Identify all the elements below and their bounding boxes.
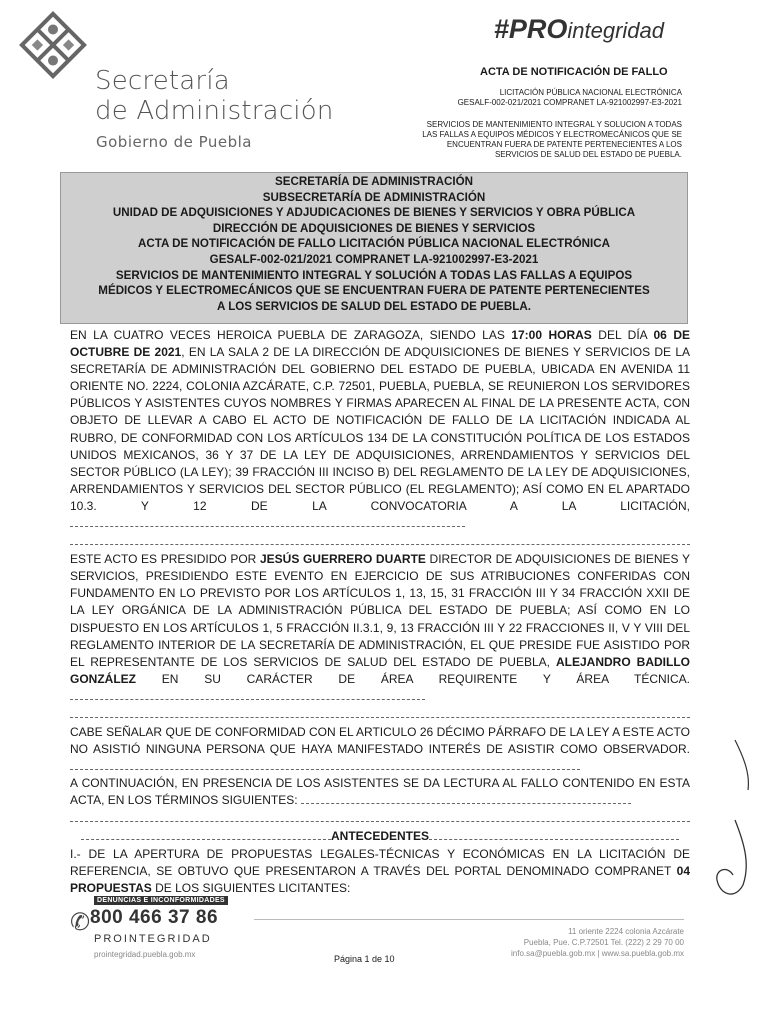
- paragraph-presidio: [70, 551, 690, 705]
- p5-text: DE LOS SIGUIENTES LICITANTES:: [151, 880, 351, 895]
- prointegridad-logo: [494, 14, 664, 45]
- p1-hour: 17:00 HORAS: [511, 328, 592, 342]
- servicios-line4: SERVICIOS DE SALUD DEL ESTADO DE PUEBLA.: [494, 150, 682, 159]
- servicios-line1: SERVICIOS DE MANTENIMIENTO INTEGRAL Y SOLUCION A TODAS: [426, 120, 682, 129]
- servicios-line3: ENCUENTRAN FUERA DE PATENTE PERTENECIENTES A LOS: [446, 140, 682, 149]
- p2-text: ESTE ACTO ES PRESIDIDO POR: [70, 552, 260, 567]
- address-line: 11 oriente 2224 colonia Azcárate: [568, 927, 684, 936]
- dash-filler: [70, 516, 465, 527]
- p2-representante: ALEJANDRO BADILLO GONZÁLEZ: [70, 654, 690, 686]
- licitacion-info: [458, 88, 682, 108]
- footer-address: [511, 926, 684, 959]
- dash-filler: [301, 793, 631, 804]
- box-line: UNIDAD DE ADQUISICIONES Y ADJUDICACIONES DE BIENES Y SERVICIOS Y OBRA PÚBLICA: [112, 206, 636, 220]
- signature-mark: [730, 735, 760, 795]
- antecedentes-label: ANTECEDENTES: [330, 829, 429, 844]
- footer-divider: [254, 919, 684, 920]
- p5-propuestas: 04 PROPUESTAS: [70, 863, 690, 895]
- paragraph-continuacion: [70, 775, 690, 809]
- secretaria-logo: [18, 10, 88, 80]
- p1-text: EN LA CUATRO VECES HEROICA PUEBLA DE ZARAGOZA, SIENDO LAS: [70, 328, 512, 342]
- dash-separator: [70, 536, 690, 545]
- p1-text: DEL DÍA: [591, 328, 654, 342]
- box-line: SECRETARÍA DE ADMINISTRACIÓN: [275, 175, 473, 188]
- p3-text: CABE SEÑALAR QUE DE CONFORMIDAD CON EL ARTICULO 26 DÉCIMO PÁRRAFO DE LA LEY A ESTE ACTO NO ASISTIÓ NINGUNA PERSONA QUE HAYA MANIFESTADO INTERÉS DE ASISTIR COMO OBSERVADOR.: [70, 724, 690, 757]
- box-line: SERVICIOS DE MANTENIMIENTO INTEGRAL Y SOLUCIÓN A TODAS LAS FALLAS A EQUIPOS: [115, 268, 633, 282]
- p2-text: DIRECTOR DE ADQUISICIONES DE BIENES Y SERVICIOS, PRESIDIENDO ESTE EVENTO EN EJERCICIO DE SUS ATRIBUCIONES CONFERIDAS CON FUNDAMENTO EN LO PREVISTO POR LOS ARTÍCULOS 1, 13, 15, 31 FRACCIÓN III Y 34 FRACCIÓN XXII DE LA LEY ORGÁNICA DE LA ADMINISTRACIÓN PÚBLICA DEL ESTADO DE PUEBLA; ASÍ COMO EN LO DISPUESTO EN LOS ARTÍCULOS 1, 5 FRACCIÓN II.3.1, 9, 13 FRACCIÓN III Y 22 FRACCIONES II, V Y VIII DEL REGLAMENTO INTERIOR DE LA SECRETARÍA DE ADMINISTRACIÓN, EL QUE PRESIDE FUE ASISTIDO POR EL REPRESENTANTE DE LOS SERVICIOS DE SALUD DEL ESTADO DE PUEBLA,: [70, 552, 690, 669]
- phone-icon: ✆: [70, 909, 91, 936]
- prointegridad-link[interactable]: prointegridad.puebla.gob.mx: [94, 950, 196, 959]
- servicios-info: [382, 120, 682, 160]
- p2-text: EN SU CARÁCTER DE ÁREA REQUIRENTE Y ÁREA TÉCNICA.: [136, 671, 690, 686]
- box-line: DIRECCIÓN DE ADQUISICIONES DE BIENES Y SERVICIOS: [212, 221, 536, 235]
- address-line: info.sa@puebla.gob.mx | www.sa.puebla.gob.mx: [511, 949, 684, 958]
- p4-text: A CONTINUACIÓN, EN PRESENCIA DE LOS ASISTENTES SE DA LECTURA AL FALLO CONTENIDO EN ESTA ACTA, EN LOS TÉRMINOS SIGUIENTES:: [70, 776, 690, 808]
- pro-light: integridad: [567, 18, 664, 43]
- signature-mark: [705, 815, 755, 905]
- dash-separator: [70, 813, 690, 822]
- dash-filler: [81, 829, 331, 840]
- secretaria-line1: Secretaría: [95, 66, 230, 96]
- licitacion-line2: GESALF-002-021/2021 COMPRANET LA-921002997-E3-2021: [457, 98, 682, 107]
- dash-filler: [70, 759, 580, 770]
- secretaria-line2: de Administración: [95, 96, 334, 126]
- servicios-line2: LAS FALLAS A EQUIPOS MÉDICOS Y ELECTROMECÁNICOS QUE SE: [422, 130, 682, 139]
- paragraph-apertura: [70, 846, 690, 897]
- box-line: GESALF-002-021/2021 COMPRANET LA-921002997-E3-2021: [209, 252, 539, 266]
- prointegridad-label: PROINTEGRIDAD: [94, 933, 212, 945]
- gobierno-label: Gobierno de Puebla: [96, 133, 252, 151]
- pro-bold: #PRO: [493, 14, 568, 44]
- acta-title: ACTA DE NOTIFICACIÓN DE FALLO: [480, 66, 668, 78]
- denuncias-badge: DENUNCIAS E INCONFORMIDADES: [94, 896, 228, 905]
- paragraph-opening: [70, 327, 690, 532]
- phone-number: 800 466 37 86: [90, 907, 219, 928]
- dash-separator: [70, 709, 690, 718]
- licitacion-line1: LICITACIÓN PÚBLICA NACIONAL ELECTRÓNICA: [499, 88, 682, 97]
- box-line: ACTA DE NOTIFICACIÓN DE FALLO LICITACIÓN PÚBLICA NACIONAL ELECTRÓNICA: [138, 237, 610, 251]
- antecedentes-heading: [70, 828, 690, 845]
- p5-text: I.- DE LA APERTURA DE PROPUESTAS LEGALES-TÉCNICAS Y ECONÓMICAS EN LA LICITACIÓN DE REFERENCIA, SE OBTUVO QUE PRESENTARON A TRAVÉS DEL PORTAL DENOMINADO COMPRANET: [70, 846, 690, 878]
- title-box: [60, 172, 688, 324]
- dash-filler: [70, 689, 425, 700]
- p1-text: , EN LA SALA 2 DE LA DIRECCIÓN DE ADQUISICIONES DE BIENES Y SERVICIOS DE LA SECRETARÍA DE ADMINISTRACIÓN DEL GOBIERNO DEL ESTADO DE PUEBLA, UBICADA EN AVENIDA 11 ORIENTE NO. 2224, COLONIA AZCÁRATE, C.P. 72501, PUEBLA, PUEBLA, SE REUNIERON LOS SERVIDORES PÚBLICOS Y ASISTENTES CUYOS NOMBRES Y FIRMAS APARECEN AL FINAL DE LA PRESENTE ACTA, CON OBJETO DE LLEVAR A CABO EL ACTO DE NOTIFICACIÓN DE FALLO DE LA LICITACIÓN INDICADA AL RUBRO, DE CONFORMIDAD CON LOS ARTÍCULOS 134 DE LA CONSTITUCIÓN POLÍTICA DE LOS ESTADOS UNIDOS MEXICANOS, 36 Y 37 DE LA LEY DE ADQUISICIONES, ARRENDAMIENTOS Y SERVICIOS DEL SECTOR PÚBLICO (LA LEY); 39 FRACCIÓN III INCISO B) DEL REGLAMENTO DE LA LEY DE ADQUISICIONES, ARRENDAMIENTOS Y SERVICIOS DEL SECTOR PÚBLICO (EL REGLAMENTO); ASÍ COMO EN EL APARTADO 10.3. Y 12 DE LA CONVOCATORIA A LA LICITACIÓN,: [70, 345, 691, 513]
- document-body: [70, 327, 690, 897]
- box-line: MÉDICOS Y ELECTROMECÁNICOS QUE SE ENCUENTRAN FUERA DE PATENTE PERTENECIENTES: [98, 284, 650, 298]
- address-line: Puebla, Pue. C.P.72501 Tel. (222) 2 29 70 00: [523, 938, 684, 947]
- p2-presidente: JESÚS GUERRERO DUARTE: [259, 552, 426, 567]
- box-line: A LOS SERVICIOS DE SALUD DEL ESTADO DE PUEBLA.: [217, 299, 531, 313]
- box-line: SUBSECRETARÍA DE ADMINISTRACIÓN: [262, 190, 486, 204]
- secretaria-name: [95, 66, 334, 126]
- dash-filler: [429, 829, 679, 840]
- page-number: Página 1 de 10: [334, 954, 395, 964]
- paragraph-observador: [70, 724, 690, 775]
- p1-date: 06 DE OCTUBRE DE 2021: [70, 328, 690, 360]
